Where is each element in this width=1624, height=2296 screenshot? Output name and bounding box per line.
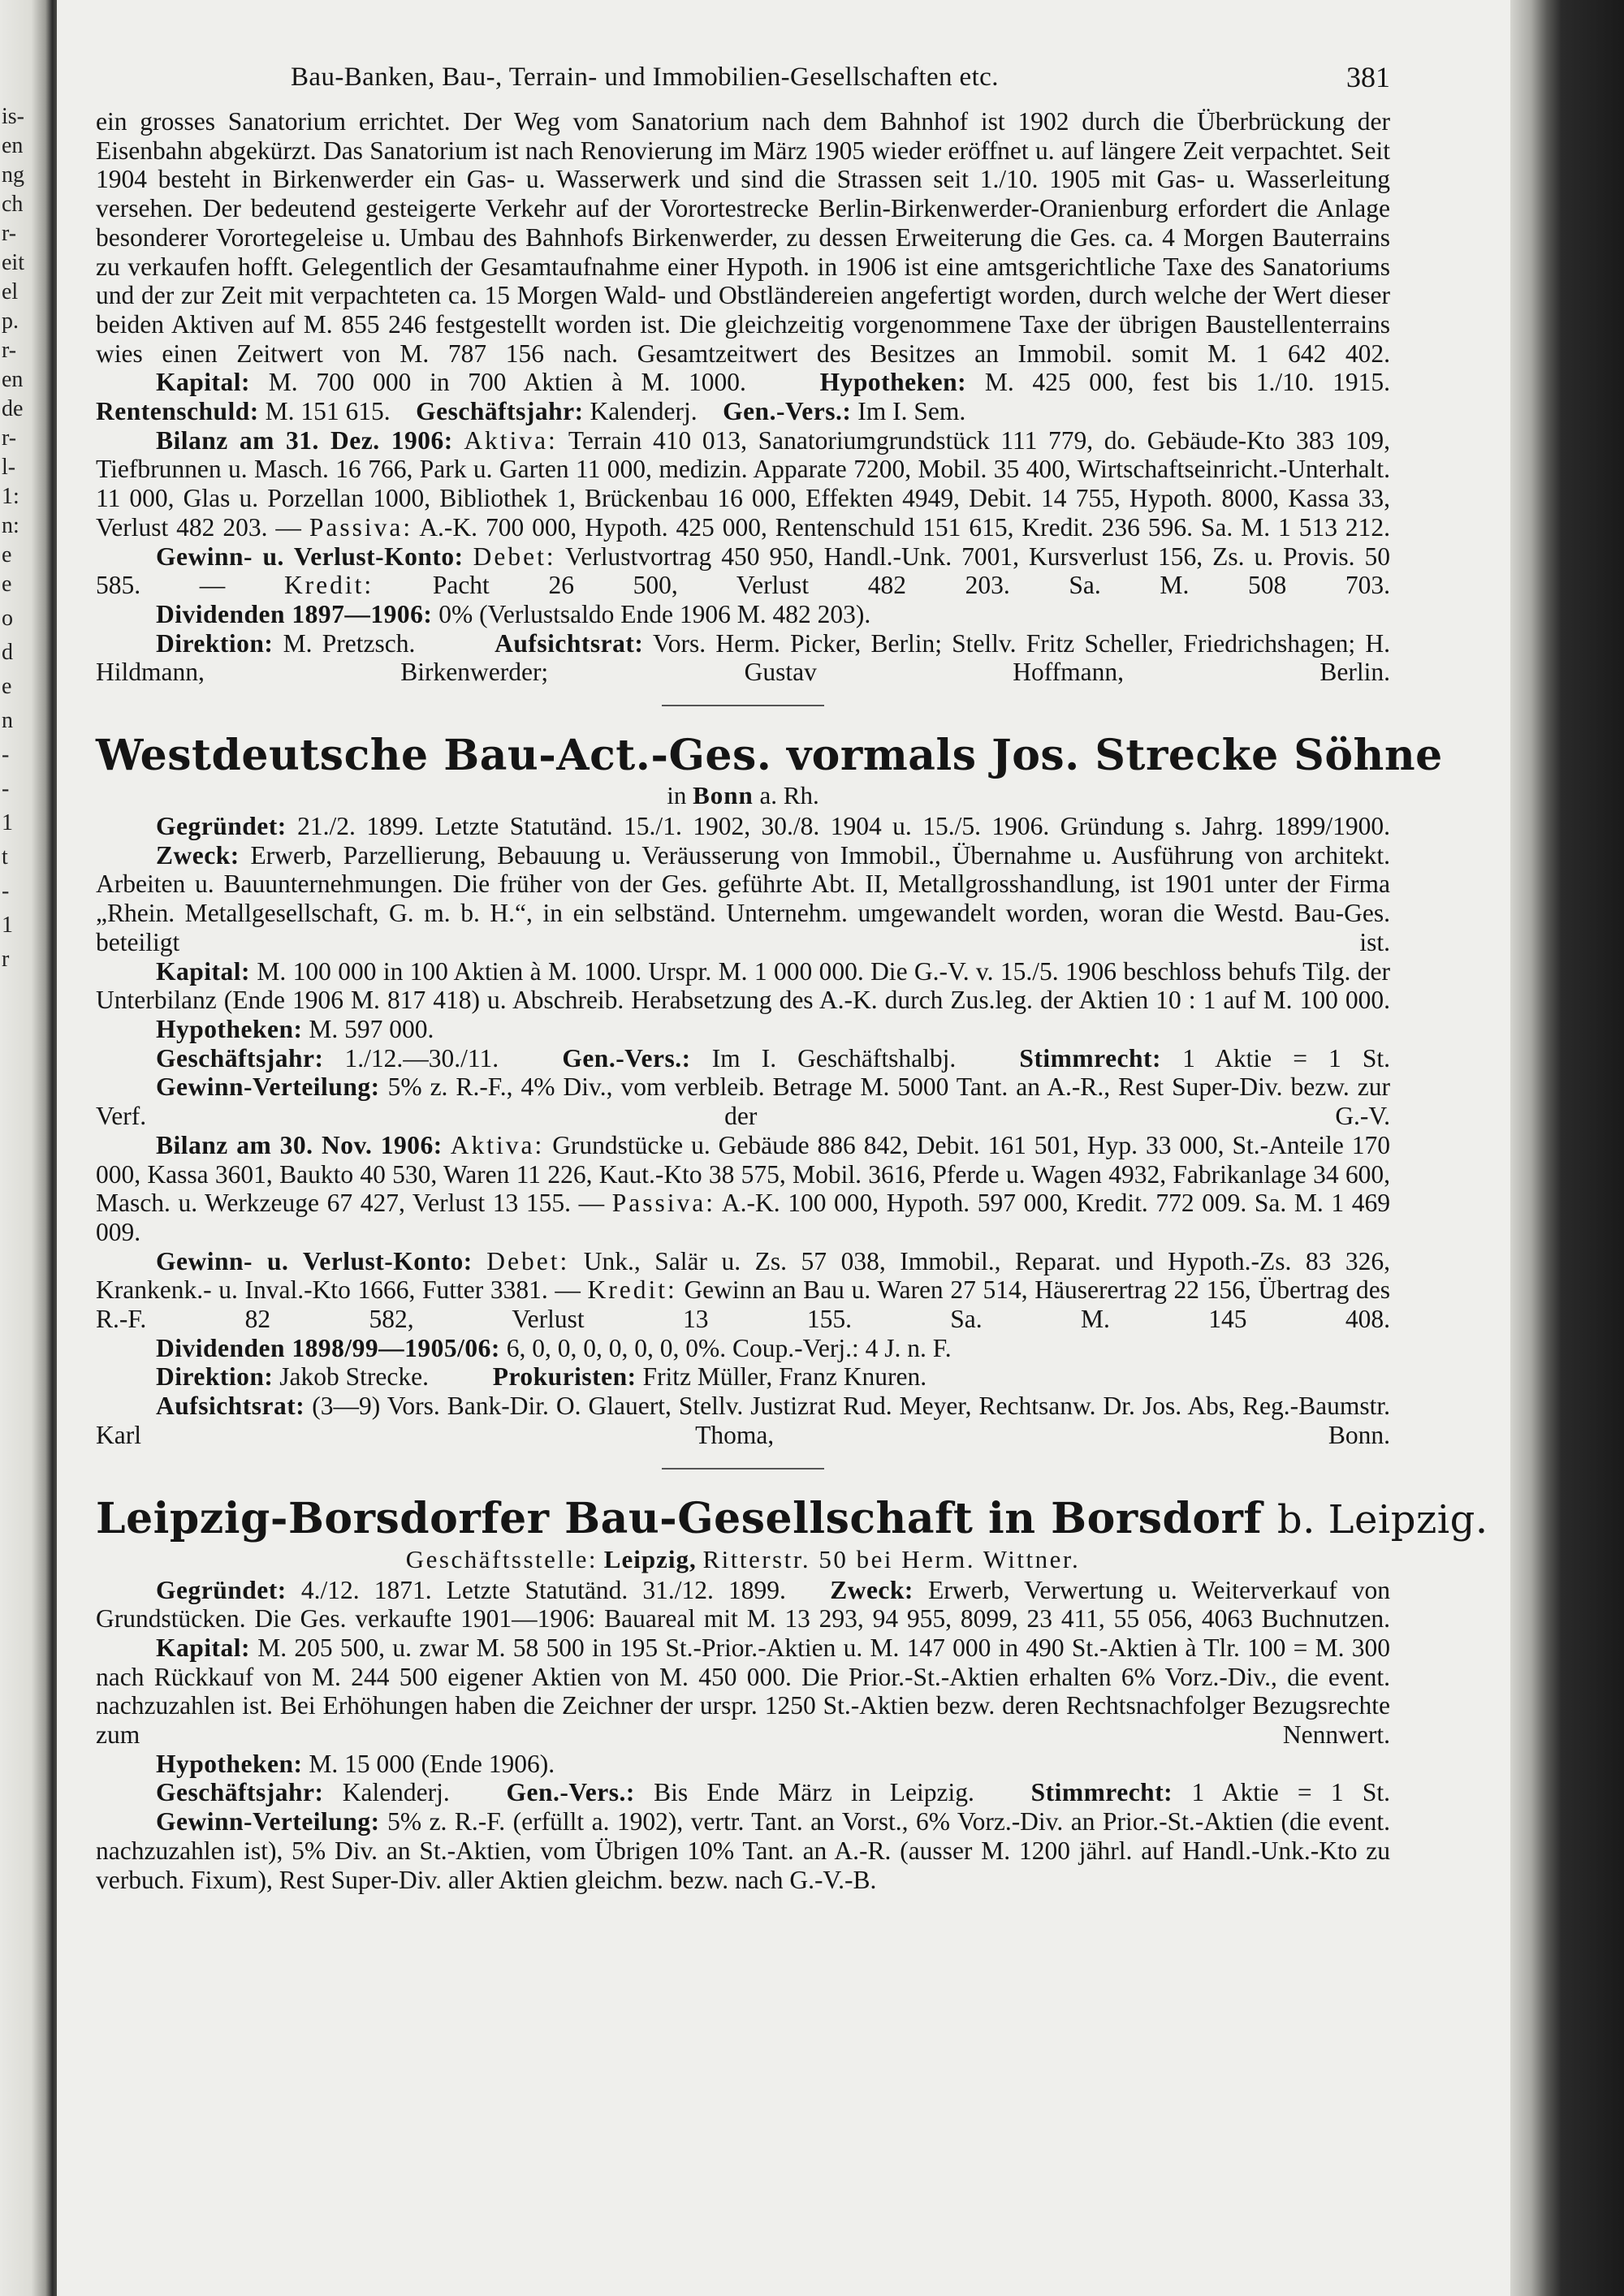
s2-bilanz-label: Bilanz am 30. Nov. 1906: — [156, 1130, 443, 1159]
s3-geschaeftsjahr-line — [96, 1778, 1390, 1807]
section-westdeutsche — [96, 731, 1443, 1449]
document-page — [96, 58, 1488, 1894]
s2-geschaeftsjahr-line — [96, 1044, 1390, 1073]
s2-debet-text: Unk., Salär u. Zs. 57 038, Immobil., Reparat. und Hypoth.-Zs. 83 326, Krankenk.- u. Inval.-Kto 1666, Futter 3381. — — [96, 1246, 1391, 1305]
s1-rentenschuld-text: M. 151 615. — [265, 397, 391, 426]
s1-genvers-label: Gen.-Vers.: — [723, 397, 852, 426]
s2-geschaeftsjahr-text: 1./12.—30./11. — [344, 1043, 499, 1072]
margin-fragment: de — [2, 396, 24, 421]
s2-guv — [96, 1247, 1390, 1334]
s1-bilanz — [96, 426, 1390, 542]
section-continuation — [96, 107, 1390, 687]
left-page-margin — [0, 0, 57, 2296]
s2-hypotheken — [96, 1015, 1390, 1044]
s3-gegruendet-text: 4./12. 1871. Letzte Statutänd. 31./12. 1899. — [300, 1575, 786, 1604]
location-prefix: Geschäftsstelle: — [405, 1544, 598, 1573]
s3-gewinnverteilung-label: Gewinn-Verteilung: — [156, 1807, 380, 1836]
margin-fragment: r- — [2, 425, 17, 451]
s1-dividenden-text: 0% (Verlustsaldo Ende 1906 M. 482 203). — [438, 599, 871, 628]
margin-fragment: 1 — [2, 810, 13, 835]
company-location — [96, 781, 1390, 810]
s3-zweck-label: Zweck: — [830, 1575, 914, 1604]
margin-fragment: el — [2, 279, 19, 304]
s3-genvers-text: Bis Ende März in Leipzig. — [654, 1778, 974, 1807]
s3-kapital — [96, 1634, 1390, 1750]
s1-direktion — [96, 629, 1390, 687]
margin-fragment: r — [2, 947, 10, 972]
s2-kapital — [96, 957, 1390, 1015]
s2-direktion-line — [96, 1362, 1390, 1392]
s2-gewinnverteilung — [96, 1072, 1390, 1130]
s1-bilanz-label: Bilanz am 31. Dez. 1906: — [156, 425, 453, 455]
s3-gegruendet — [96, 1576, 1390, 1634]
s1-aufsichtsrat-label: Aufsichtsrat: — [495, 628, 644, 658]
s2-bilanz — [96, 1131, 1390, 1247]
s2-prokuristen-text: Fritz Müller, Franz Knuren. — [642, 1362, 927, 1392]
s2-stimmrecht-label: Stimmrecht: — [1019, 1043, 1162, 1072]
s1-kapital-label: Kapital: — [156, 368, 251, 397]
margin-fragment: e — [2, 542, 12, 568]
margin-fragment: t — [2, 844, 8, 870]
location-prefix: in — [667, 781, 687, 810]
s3-geschaeftsjahr-text: Kalenderj. — [342, 1778, 450, 1807]
page-number: 381 — [1346, 61, 1390, 93]
s1-aktiva-text: Terrain 410 013, Sanatoriumgrundstück 111 779, do. Gebäude-Kto 383 109, Tiefbrunnen u. Masch. 16 766, Park u. Garten 11 000, medizin. Apparate 7200, Mobil. 35 400, Wirtschaftseinricht.-Unterhalt. 11 000, Glas u. Porzellan 1000, Bibliothek 1, Brückenbau 16 000, Effekten 4949, Debit. 14 755, Hypoth. 8000, Kassa 33, Verlust 482 203. — — [96, 425, 1390, 542]
margin-fragment: 1 — [2, 913, 13, 938]
company-title — [96, 1493, 1488, 1545]
section-divider — [662, 705, 824, 706]
s1-genvers-text: Im I. Sem. — [857, 397, 966, 426]
location-suffix: Ritterstr. 50 bei Herm. Wittner. — [702, 1544, 1081, 1573]
s2-kredit-word: Kredit: — [587, 1275, 677, 1305]
s1-debet-word: Debet: — [473, 542, 556, 571]
s2-aufsichtsrat-text: (3—9) Vors. Bank-Dir. O. Glauert, Stellv. Justizrat Rud. Meyer, Rechtsanw. Dr. Jos. Abs, Reg.-Baumstr. Karl Thoma, Bonn. — [96, 1392, 1391, 1449]
s3-stimmrecht-label: Stimmrecht: — [1030, 1778, 1173, 1807]
s2-aufsichtsrat — [96, 1392, 1390, 1449]
s2-debet-word: Debet: — [486, 1246, 570, 1275]
s1-kredit-word: Kredit: — [283, 571, 374, 600]
margin-fragment: r- — [2, 221, 17, 246]
s2-gegruendet-label: Gegründet: — [156, 812, 287, 841]
s1-guv — [96, 542, 1390, 600]
book-binding-edge — [1510, 0, 1624, 2296]
s2-stimmrecht-text: 1 Aktie = 1 St. — [1182, 1043, 1391, 1072]
s2-aktiva-text: Grundstücke u. Gebäude 886 842, Debit. 161 501, Hyp. 33 000, St.-Anteile 170 000, Kassa 3601, Baukto 40 530, Waren 11 226, Kaut.-Kto 38 575, Mobil. 3616, Pferde u. Wagen 4932, Fabrikanlage 34 600, Masch. u. Werkzeuge 67 427, Verlust 13 155. — — [96, 1130, 1390, 1218]
s1-direktion-label: Direktion: — [156, 628, 274, 658]
s1-direktion-text: M. Pretzsch. — [283, 628, 416, 658]
margin-fragment: - — [2, 878, 10, 904]
s1-rentenschuld-line — [96, 397, 1390, 426]
margin-fragment: p. — [2, 309, 19, 334]
s1-rentenschuld-label: Rentenschuld: — [96, 397, 259, 426]
margin-fragment: r- — [2, 338, 17, 363]
s2-kredit-text: Gewinn an Bau u. Waren 27 514, Häuserertrag 22 156, Übertrag des R.-F. 82 582, Verlust 13 155. Sa. M. 145 408. — [96, 1275, 1391, 1334]
s1-passiva-text: A.-K. 700 000, Hypoth. 425 000, Rentenschuld 151 615, Kredit. 236 596. Sa. M. 1 513 212. — [419, 512, 1391, 542]
s1-aufsichtsrat-text: Vors. Herm. Picker, Berlin; Stellv. Fritz Scheller, Friedrichshagen; H. Hildmann, Birkenwerder; Gustav Hoffmann, Berlin. — [96, 628, 1391, 687]
s2-direktion-text: Jakob Strecke. — [279, 1362, 429, 1392]
continuation-paragraph: ein grosses Sanatorium errichtet. Der Weg vom Sanatorium nach dem Bahnhof ist 1902 durch die Überbrückung der Eisenbahn abgekürzt. Das Sanatorium ist nach Renovierung im März 1905 wieder eröffnet u. auf längere Zeit verpachtet. Seit 1904 besteht in Birkenwerder ein Gas- u. Wasserwerk und sind die Strassen seit 1./10. 1905 mit Gas- u. Wasserleitung versehen. Der bedeutend gesteigerte Verkehr auf der Vorortestrecke Berlin-Birkenwerder-Oranienburg erfordert die Anlage besonderer Vorortegeleise u. Umbau des Bahnhofs Birkenwerder, zu dessen Erweiterung die Ges. ca. 4 Morgen Bauterrains zu verkaufen hofft. Gelegentlich der Gesamtaufnahme einer Hypoth. in 1906 ist eine amtsgerichtliche Taxe des Sanatoriums und der zur Zeit mit verpachteten ca. 15 Morgen Wald- und Obstländereien angefertigt worden, durch welche der Wert dieser beiden Aktiven auf M. 855 246 festgestellt worden ist. Die gleichzeitig vorgenommene Taxe der übrigen Baustellenterrains wies einen Zeitwert von M. 787 156 nach. Gesamtzeitwert des Besitzes an Immobil. somit M. 1 642 402. — [96, 107, 1390, 368]
s2-gewinnverteilung-label: Gewinn-Verteilung: — [156, 1072, 380, 1102]
margin-fragment: ng — [2, 162, 24, 188]
s2-hypotheken-label: Hypotheken: — [156, 1014, 303, 1043]
margin-fragment: l- — [2, 455, 16, 480]
s2-aufsichtsrat-label: Aufsichtsrat: — [156, 1392, 305, 1421]
s2-guv-label: Gewinn- u. Verlust-Konto: — [156, 1246, 473, 1275]
s3-zweck-text: Erwerb, Verwertung u. Weiterverkauf von Grundstücken. Die Ges. verkaufte 1901—1906: Bauareal mit M. 13 293, 94 955, 8099, 23 411, 55 056, 4063 Buchnutzen. — [96, 1575, 1391, 1634]
s2-aktiva-word: Aktiva: — [450, 1130, 545, 1159]
margin-fragment: is- — [2, 104, 24, 129]
s1-kapital-text: M. 700 000 in 700 Aktien à M. 1000. — [268, 368, 746, 397]
margin-fragment: n: — [2, 513, 19, 538]
s3-hypotheken — [96, 1750, 1390, 1779]
s2-dividenden-label: Dividenden 1898/99—1905/06: — [156, 1333, 500, 1362]
section-divider — [662, 1468, 824, 1470]
s3-hypotheken-label: Hypotheken: — [156, 1749, 303, 1778]
margin-fragment: en — [2, 367, 24, 392]
location-suffix: a. Rh. — [759, 781, 819, 810]
s3-hypotheken-text: M. 15 000 (Ende 1906). — [309, 1749, 555, 1778]
s1-kapital-line — [96, 368, 1390, 397]
s2-genvers-label: Gen.-Vers.: — [562, 1043, 691, 1072]
s3-genvers-label: Gen.-Vers.: — [506, 1778, 635, 1807]
s2-zweck-label: Zweck: — [156, 840, 240, 870]
margin-fragment: en — [2, 133, 24, 158]
s3-gewinnverteilung-text: 5% z. R.-F. (erfüllt a. 1902), vertr. Tant. an Vorst., 6% Vorz.-Div. an Prior.-St.-Aktien (die event. nachzuzahlen ist), 5% Div. an St.-Aktien, vom Übrigen 10% Tant. an A.-R. (ausser M. 1200 jährl. auf Handl.-Unk.-Kto zu verbuch. Fixum), Rest Super-Div. aller Aktien gleichm. bezw. nach G.-V.-B. — [96, 1807, 1390, 1894]
s1-hypotheken-text: M. 425 000, fest bis 1./10. 1915. — [984, 368, 1390, 397]
company-title-tail: b. Leipzig. — [1276, 1496, 1488, 1543]
margin-fragment: n — [2, 708, 13, 733]
s1-guv-label: Gewinn- u. Verlust-Konto: — [156, 542, 464, 571]
s2-passiva-text: A.-K. 100 000, Hypoth. 597 000, Kredit. 772 009. Sa. M. 1 469 009. — [96, 1189, 1390, 1246]
margin-fragment: - — [2, 742, 10, 767]
s2-kapital-label: Kapital: — [156, 956, 251, 986]
s1-geschaeftsjahr-text: Kalenderj. — [590, 397, 698, 426]
location-city: Bonn — [693, 781, 754, 810]
s2-dividenden-text: 6, 0, 0, 0, 0, 0, 0, 0%. Coup.-Verj.: 4 J. n. F. — [506, 1333, 952, 1362]
company-title: Westdeutsche Bau-Act.-Ges. vormals Jos. Strecke Söhne — [96, 731, 1443, 781]
margin-fragment: e — [2, 674, 12, 699]
s2-gegruendet — [96, 812, 1390, 841]
margin-fragment: - — [2, 776, 10, 801]
s2-hypotheken-text: M. 597 000. — [309, 1014, 434, 1043]
page-header — [96, 58, 1390, 107]
s3-gewinnverteilung — [96, 1807, 1390, 1894]
margin-fragment: d — [2, 640, 13, 665]
s1-aktiva-word: Aktiva: — [464, 425, 558, 455]
margin-fragment: ch — [2, 192, 24, 217]
s2-dividenden — [96, 1334, 1390, 1363]
s2-zweck — [96, 841, 1390, 957]
margin-fragment: 1: — [2, 484, 19, 509]
s1-kredit-text: Pacht 26 500, Verlust 482 203. Sa. M. 508 703. — [432, 571, 1390, 600]
s2-geschaeftsjahr-label: Geschäftsjahr: — [156, 1043, 324, 1072]
s3-kapital-text: M. 205 500, u. zwar M. 58 500 in 195 St.-Prior.-Aktien u. M. 147 000 in 490 St.-Aktien à Tlr. 100 = M. 300 nach Rückkauf von M. 244 500 eigener Aktien von M. 450 000. Die Prior.-St.-Aktien erhalten 6% Vorz.-Div., die event. nachzuzahlen ist. Bei Erhöhungen haben die Zeichner der urspr. 1250 St.-Aktien bezw. deren Rechtsnachfolger Bezugsrechte zum Nennwert. — [96, 1633, 1390, 1750]
s2-gewinnverteilung-text: 5% z. R.-F., 4% Div., vom verbleib. Betrage M. 5000 Tant. an A.-R., Rest Super-Div. bezw. zur Verf. der G.-V. — [96, 1072, 1390, 1131]
margin-fragment: eit — [2, 250, 24, 275]
margin-fragment: o — [2, 606, 13, 631]
location-city: Leipzig, — [603, 1544, 697, 1573]
running-title: Bau-Banken, Bau-, Terrain- und Immobilien-Gesellschaften etc. — [291, 63, 999, 92]
s2-kapital-text: M. 100 000 in 100 Aktien à M. 1000. Urspr. M. 1 000 000. Die G.-V. v. 15./5. 1906 beschloss behufs Tilg. der Unterbilanz (Ende 1906 M. 817 418) u. Abschreib. Herabsetzung des A.-K. durch Zus.leg. der Aktien 10 : 1 auf M. 100 000. — [96, 956, 1391, 1015]
s1-hypotheken-label: Hypotheken: — [819, 368, 967, 397]
company-location — [96, 1545, 1390, 1574]
section-leipzig-borsdorfer — [96, 1493, 1488, 1895]
company-title-main: Leipzig-Borsdorfer Bau-Gesellschaft in Borsdorf — [96, 1493, 1263, 1543]
s2-direktion-label: Direktion: — [156, 1362, 274, 1392]
s2-prokuristen-label: Prokuristen: — [492, 1362, 637, 1392]
s1-geschaeftsjahr-label: Geschäftsjahr: — [416, 397, 584, 426]
s3-kapital-label: Kapital: — [156, 1633, 251, 1662]
s1-dividenden-label: Dividenden 1897—1906: — [156, 599, 433, 628]
s3-geschaeftsjahr-label: Geschäftsjahr: — [156, 1778, 324, 1807]
s3-gegruendet-label: Gegründet: — [156, 1575, 287, 1604]
s1-dividenden — [96, 600, 1390, 629]
s2-zweck-text: Erwerb, Parzellierung, Bebauung u. Veräusserung von Immobil., Übernahme u. Ausführung von architekt. Arbeiten u. Bauunternehmungen. Die früher von der Ges. geführte Abt. II, Metallgrosshandlung, ist 1901 unter der Firma „Rhein. Metallgesellschaft, G. m. b. H.“, in ein selbständ. Unternehm. umgewandelt worden, woran die Westd. Bau-Ges. beteiligt ist. — [96, 840, 1390, 956]
margin-fragment: e — [2, 572, 12, 597]
s3-stimmrecht-text: 1 Aktie = 1 St. — [1191, 1778, 1391, 1807]
s1-debet-text: Verlustvortrag 450 950, Handl.-Unk. 7001, Kursverlust 156, Zs. u. Provis. 50 585. — — [96, 542, 1390, 600]
s2-genvers-text: Im I. Geschäftshalbj. — [711, 1043, 957, 1072]
s1-passiva-word: Passiva: — [309, 512, 413, 542]
s2-passiva-word: Passiva: — [611, 1189, 715, 1218]
s2-gegruendet-text: 21./2. 1899. Letzte Statutänd. 15./1. 1902, 30./8. 1904 u. 15./5. 1906. Gründung s. Jahrg. 1899/1900. — [297, 812, 1391, 841]
